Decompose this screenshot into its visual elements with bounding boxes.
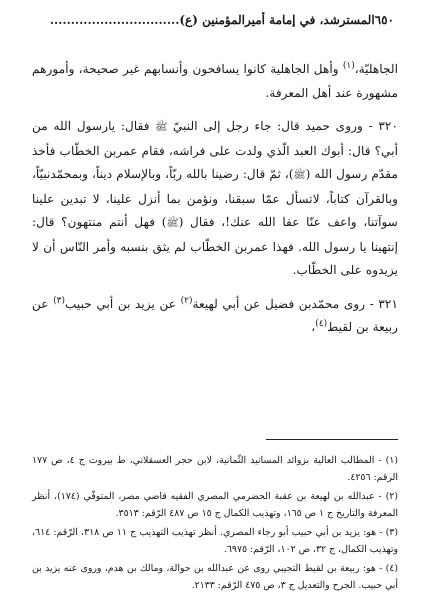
paragraph-1-text-a: الجاهليّة، <box>354 62 398 76</box>
blessing-glyph: ﷺ <box>166 218 179 229</box>
running-title-text: المسترشد، في إمامة أميرالمؤمنين (ع) <box>179 13 375 27</box>
running-title <box>32 12 375 28</box>
main-text <box>32 58 398 340</box>
footnote-4: (٤) - هو: ربيعة بن لقيط التجيبي روى عن عبدالله بن حوالة، ومالك بن هدم، وروى عنه يزيد بن أبي حبيب. الجرح والتعديل ج ٣، ص ٤٧٥ الرّقم: ٢١٣٣. <box>32 563 398 591</box>
blessing-glyph: ﷺ <box>293 170 306 181</box>
paragraph-320-text-a: ٣٢٠ - وروى حميد قال: جاء رجل إلى النبيّ <box>167 119 398 133</box>
paragraph-1-text-b: وأهل الجاهلية كانوا يسافحون وأنسابهم غير صحيحة، وأمورهم مشهورة عند أهل المعرفة. <box>32 62 398 100</box>
paragraph-1 <box>32 58 398 105</box>
footnote-ref-1[interactable]: (١) <box>342 60 355 71</box>
paragraph-321-text-b: عن يزيد بن أبي حبيب <box>64 296 181 311</box>
paragraph-321-text-c: عن ربيعة بن لقيط <box>32 296 398 334</box>
footnote-ref-2[interactable]: (٢) <box>180 295 193 306</box>
paragraph-321 <box>32 293 398 340</box>
page-header <box>32 12 398 28</box>
paragraph-320-text-d: ) فهل أنتم منتهون؟ قال: إنتهينا يا رسول الله. فهذا عمربن الخطّاب لم يثق بنسبه وأمر النّاس أن لا يزيدوه على الخطّاب. <box>32 215 398 277</box>
footnote-ref-3[interactable]: (٣) <box>53 295 65 306</box>
footnote-2: (٢) - عبدالله بن لهيعة بن عقبة الحضرمي المصري الفقيه قاضي مصر، المتوفّي (١٧٤)، أنظر المعرفة والتاريخ ج ١ ص ١٦٥، وتهذيب الكمال ج ١٥ ص ٤٨٧ الرّقم: ٣٥١٣. <box>32 491 398 519</box>
footnote-ref-4[interactable]: (٤) <box>315 318 328 329</box>
page-number: ٦٥٠ <box>374 13 394 27</box>
footnote-3: (٣) - هو: يزيد بن أبي حبيب أبو رجاء المصري. أنظر تهذيب التهذيب ج ١١ ص ٣١٨، الرّقم: ٦١٤، وتهذيب الكمال، ج ٣٢، ص ١٠٢، الرّقم: ٦٩٧٥. <box>32 527 399 555</box>
footnote-divider <box>266 439 398 440</box>
leader-dots: ............................... <box>49 13 180 27</box>
blessing-glyph: ﷺ <box>155 122 168 133</box>
paragraph-320 <box>32 115 398 283</box>
paragraph-320-text-c: )، ثمّ قال: رضينا بالله ربّاً، وبالإسلام ديناً، وبمحمّدنبيّاً، وبالقرآن كتاباً، لاتسأل عمّا سبقنا، ونؤمن بما أنزل علينا، لا تبدين علينا سوآتنا، واعف عنّا عفا الله عنك!، فقال ( <box>32 167 398 229</box>
paragraph-321-text-a: ٣٢١ - روى محمّدبن فضيل عن أبي لهيعة <box>192 296 398 311</box>
paragraph-320-text-b: فقال: يارسول الله من أبي؟ قال: أبوك العبد الّذي ولدت على فراشه، فقام عمربن الخطّاب فأخذ مقدّم رسول الله ( <box>32 119 398 181</box>
footnotes <box>32 452 398 596</box>
footnote-1: (١) - المطالب العالية بزوائد المسانيد الثّمانية، لابن حجر العسقلاني، ط بيروت ج ٤، ص ١٧٧ الرقم: ٤٢٥٦. <box>32 455 398 483</box>
paragraph-321-text-d: ، <box>311 320 316 334</box>
